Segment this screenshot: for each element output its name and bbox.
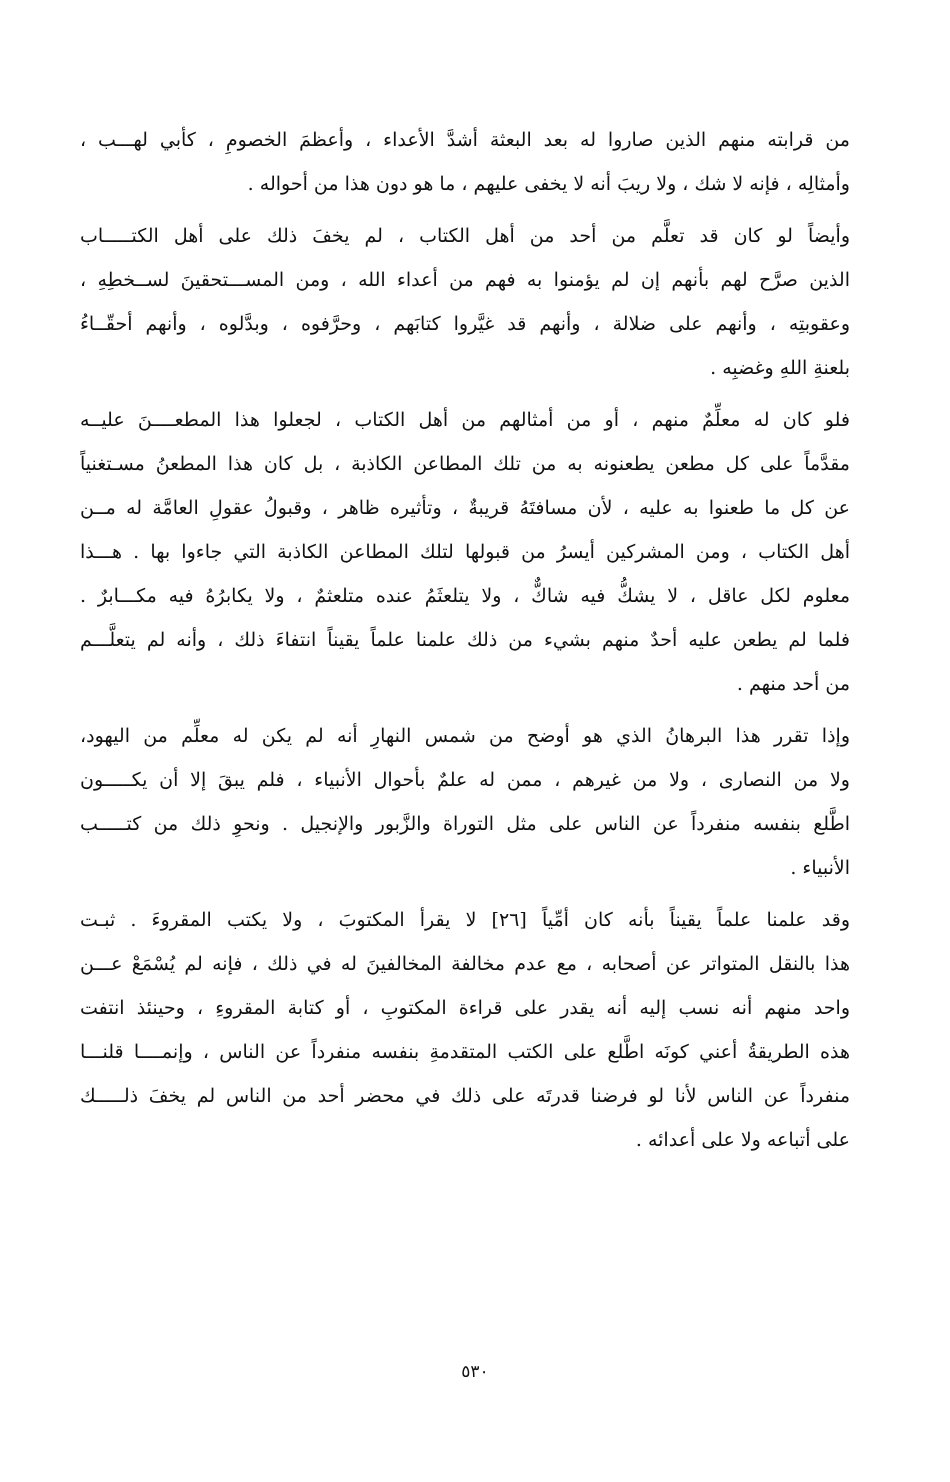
text-line: وإذا تقرر هذا البرهانُ الذي هو أوضح من شمس النهارِ أنه لم يكن له معلِّم من اليهود، [80,725,850,747]
text-line: مقدَّماً على كل مطعن يطعنونه به من تلك المطاعن الكاذبة ، بل كان هذا المطعنُ مسـتغنياً [80,453,850,475]
text-line: هذه الطريقةُ أعني كونَه اطَّلع على الكتب المتقدمةِ بنفسه منفرداً عن الناس ، وإنمــــا قلنـــا [80,1041,850,1063]
text-line: الأنبياء . [790,857,850,879]
text-line: اطَّلع بنفسه منفرداً عن الناس على مثل التوراة والزَّبور والإنجيل . ونحوِ ذلك من كتـــــب [80,813,850,835]
text-line: هذا بالنقل المتواتر عن أصحابه ، مع عدم مخالفة المخالفينَ له في ذلك ، فإنه لم يُسْمَعْ عـــن [80,953,850,975]
text-line: ولا من النصارى ، ولا من غيرهم ، ممن له علمٌ بأحوال الأنبياء ، فلم يبقَ إلا أن يكـــــون [80,769,850,791]
paragraph [80,214,850,390]
text-line: معلوم لكل عاقل ، لا يشكُّ فيه شاكٌّ ، ولا يتلعثَمُ عنده متلعثمٌ ، ولا يكابرُهُ فيه مكـــابرٌ . [80,585,850,607]
text-line: وأمثالِه ، فإنه لا شك ، ولا ريبَ أنه لا يخفى عليهم ، ما هو دون هذا من أحواله . [247,173,850,195]
text-line: أهل الكتاب ، ومن المشركين أيسرُ من قبولها لتلك المطاعن الكاذبة التي جاءوا بها . هـــذا [80,541,850,563]
text-line: فلما لم يطعن عليه أحدٌ منهم بشيء من ذلك علمنا علماً يقيناً انتفاءَ ذلك ، وأنه لم يتعلَّـــم [80,629,850,651]
paragraph [80,714,850,890]
text-line: عن كل ما طعنوا به عليه ، لأن مسافتَهُ قريبةٌ ، وتأثيره ظاهر ، وقبولُ عقولِ العامَّة له مــن [80,497,850,519]
text-line: فلو كان له معلِّمٌ منهم ، أو من أمثالهم من أهل الكتاب ، لجعلوا هذا المطعــــنَ عليــه [80,409,850,431]
paragraph [80,898,850,1162]
paragraph [80,398,850,706]
paragraph [80,118,850,206]
text-line: من قرابته منهم الذين صاروا له بعد البعثة أشدَّ الأعداء ، وأعظمَ الخصومِ ، كأبي لهـــب ، [80,129,850,151]
page-number: ٥٣٠ [461,1362,489,1382]
text-line: وأيضاً لو كان قد تعلَّم من أحد من أهل الكتاب ، لم يخفَ ذلك على أهل الكتـــــاب [80,225,850,247]
text-line: الذين صرَّح لهم بأنهم إن لم يؤمنوا به فهم من أعداء الله ، ومن المســـتحقينَ لســخطِهِ ، [80,269,850,291]
text-line: بلعنةِ اللهِ وغضبِه . [710,357,850,379]
body-text [80,118,850,1170]
text-line: من أحد منهم . [736,673,850,695]
text-line: منفرداً عن الناس لأنا لو فرضنا قدرتَه على ذلك في محضر أحد من الناس لم يخفَ ذلـــــك [80,1085,850,1107]
text-line: واحد منهم أنه نسب إليه أنه يقدر على قراءة المكتوبِ ، أو كتابة المقروءِ ، وحينئذ انتفت [80,997,850,1019]
text-line: وعقوبتِه ، وأنهم على ضلالة ، وأنهم قد غيَّروا كتابَهم ، وحرَّفوه ، وبدَّلوه ، وأنهم أحقّــاءُ [80,313,850,335]
text-line: وقد علمنا علماً يقيناً بأنه كان أمِّياً [٢٦] لا يقرأ المكتوبَ ، ولا يكتب المقروءَ . ثبـت [80,909,850,931]
text-line: على أتباعه ولا على أعدائه . [635,1129,850,1151]
